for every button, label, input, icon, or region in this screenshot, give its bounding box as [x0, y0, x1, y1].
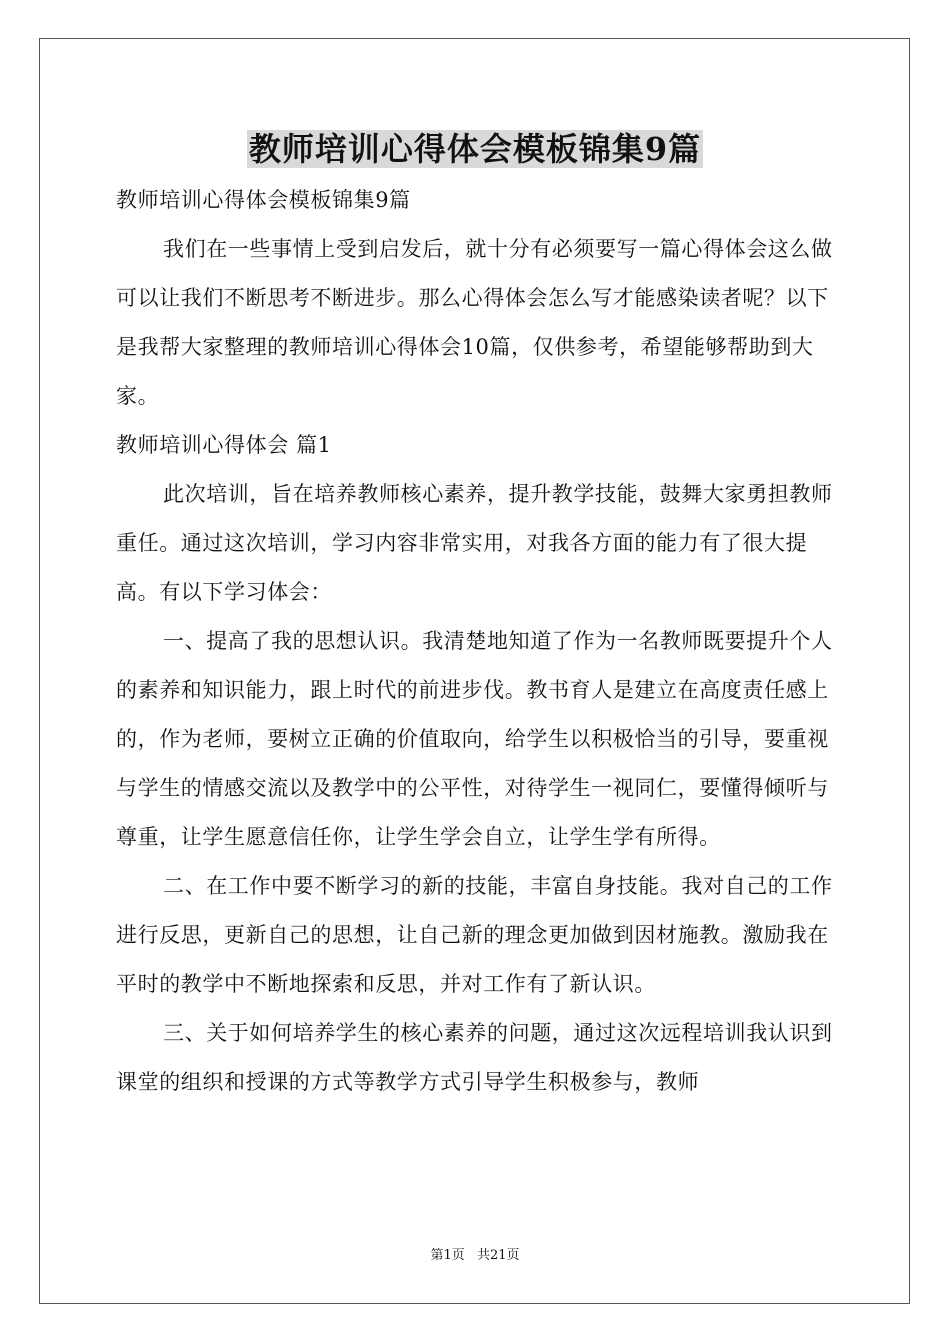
subtitle-line: 教师培训心得体会模板锦集9篇: [116, 188, 411, 212]
body-paragraph: 三、关于如何培养学生的核心素养的问题，通过这次远程培训我认识到课堂的组织和授课的方式等教学方式引导学生积极参与，教师: [116, 1021, 833, 1094]
document-body: [116, 176, 836, 1107]
page-footer: [0, 1246, 950, 1266]
body-paragraph: 一、提高了我的思想认识。我清楚地知道了作为一名教师既要提升个人的素养和知识能力，跟上时代的前进步伐。教书育人是建立在高度责任感上的，作为老师，要树立正确的价值取向，给学生以积极恰当的引导，要重视与学生的情感交流以及教学中的公平性，对待学生一视同仁，要懂得倾听与尊重，让学生愿意信任你，让学生学会自立，让学生学有所得。: [116, 629, 833, 849]
body-paragraph: 二、在工作中要不断学习的新的技能，丰富自身技能。我对自己的工作进行反思，更新自己的思想，让自己新的理念更加做到因材施教。激励我在平时的教学中不断地探索和反思，并对工作有了新认识。: [116, 874, 833, 996]
intro-paragraph: 我们在一些事情上受到启发后，就十分有必须要写一篇心得体会这么做可以让我们不断思考不断进步。那么心得体会怎么写才能感染读者呢？以下是我帮大家整理的教师培训心得体会10篇，仅供参考，希望能够帮助到大家。: [116, 237, 833, 408]
body-paragraph: 此次培训，旨在培养教师核心素养，提升教学技能，鼓舞大家勇担教师重任。通过这次培训，学习内容非常实用，对我各方面的能力有了很大提高。有以下学习体会：: [116, 482, 833, 604]
section-heading: 教师培训心得体会 篇1: [116, 433, 332, 457]
document-title-text: 教师培训心得体会模板锦集9篇: [248, 130, 702, 168]
page-total: 共21页: [476, 1248, 520, 1263]
page-number: 第1页: [430, 1248, 465, 1263]
document-title: [0, 126, 950, 172]
